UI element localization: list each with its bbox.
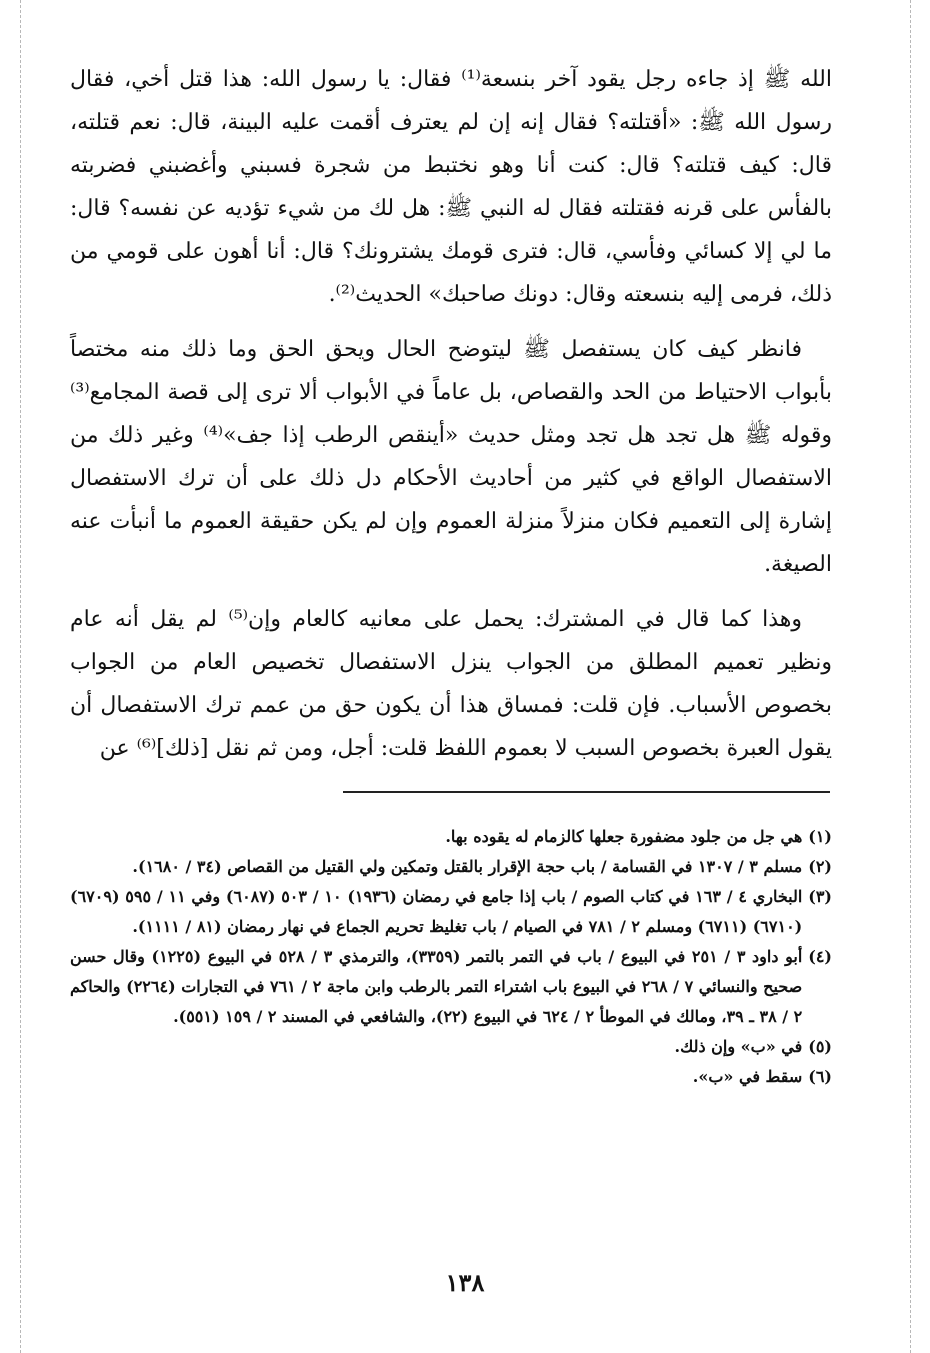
footnote-number: (٤) [808, 947, 832, 966]
footnote-number: (١) [808, 827, 832, 846]
footnote-6 [70, 1062, 832, 1092]
footnote-2 [70, 852, 832, 882]
left-margin-guide [20, 0, 21, 1353]
footnote-3 [70, 882, 832, 942]
footnote-4 [70, 942, 832, 1032]
footnote-text: في «ب» وإن ذلك. [674, 1037, 803, 1056]
footnote-text: أبو داود ٣ / ٢٥١ في البيوع / باب في التمر بالتمر (٣٣٥٩)، والترمذي ٣ / ٥٢٨ في البيوع (١٢٢٥) وقال حسن صحيح والنسائي ٧ / ٢٦٨ في البيوع باب اشتراء التمر بالرطب وابن ماجة ٢ / ٧٦١ في التجارات (٢٢٦٤) والحاكم ٢ / ٣٨ ـ ٣٩، ومالك في الموطأ ٢ / ٦٢٤ في البيوع (٢٢)، والشافعي في المسند ٢ / ١٥٩ (٥٥١). [70, 947, 803, 1026]
footnote-1 [70, 822, 832, 852]
footnote-5 [70, 1032, 832, 1062]
paragraph-1: الله ﷺ إذ جاءه رجل يقود آخر بنسعة⁽¹⁾ فقال: يا رسول الله: هذا قتل أخي، فقال رسول الله ﷺ: «أقتلته؟ فقال إنه إن لم يعترف أقمت عليه البينة، قال: نعم قتلته، قال: كيف قتلته؟ قال: كنت أنا وهو نختبط من شجرة فسبني وأغضبني فضربته بالفأس على قرنه فقتلته فقال له النبي ﷺ: هل لك من شيء تؤديه عن نفسه؟ قال: ما لي إلا كسائي وفأسي، قال: فترى قومك يشترونك؟ قال: أنا أهون على قومي من ذلك، فرمى إليه بنسعته وقال: دونك صاحبك» الحديث⁽²⁾. [70, 67, 832, 307]
footnote-number: (٥) [808, 1037, 832, 1056]
footnote-number: (٦) [808, 1067, 832, 1086]
footnote-text: هي جل من جلود مضفورة جعلها كالزمام له يقوده بها. [445, 827, 803, 846]
footnote-text: مسلم ٣ / ١٣٠٧ في القسامة / باب حجة الإقرار بالقتل وتمكين ولي القتيل من القصاص (٣٤ / ١٦٨٠). [132, 857, 803, 876]
footnote-number: (٢) [808, 857, 832, 876]
footnote-separator [343, 791, 830, 793]
footnote-number: (٣) [808, 887, 832, 906]
paragraph-2: فانظر كيف كان يستفصل ﷺ ليتوضح الحال ويحق الحق وما ذلك منه مختصاً بأبواب الاحتياط من الحد والقصاص، بل عاماً في الأبواب ألا ترى إلى قصة المجامع⁽³⁾ وقوله ﷺ هل تجد هل تجد ومثل حديث «أينقص الرطب إذا جف»⁽⁴⁾ وغير ذلك من الاستفصال الواقع في كثير من أحاديث الأحكام دل ذلك على أن ترك الاستفصال إشارة إلى التعميم فكان منزلاً منزلة العموم وإن لم يكن حقيقة العموم ما أنبأت عنه الصيغة. [70, 337, 832, 577]
main-text [70, 58, 832, 782]
right-margin-guide [910, 0, 911, 1353]
page-number: ١٣٨ [445, 1268, 485, 1297]
footnote-text: سقط في «ب». [692, 1067, 803, 1086]
footnote-text: البخاري ٤ / ١٦٣ في كتاب الصوم / باب إذا جامع في رمضان (١٩٣٦) ١٠ / ٥٠٣ (٦٠٨٧) وفي ١١ / ٥٩٥ (٦٧٠٩) (٦٧١٠) (٦٧١١) ومسلم ٢ / ٧٨١ في الصيام / باب تغليظ تحريم الجماع في نهار رمضان (٨١ / ١١١١). [70, 887, 803, 936]
paragraph-3: وهذا كما قال في المشترك: يحمل على معانيه كالعام وإن⁽⁵⁾ لم يقل أنه عام ونظير تعميم المطلق من الجواب ينزل الاستفصال تخصيص العام من الجواب بخصوص الأسباب. فإن قلت: فمساق هذا أن يكون حق من عمم ترك الاستفصال أن يقول العبرة بخصوص السبب لا بعموم اللفظ قلت: أجل، ومن ثم نقل [ذلك]⁽⁶⁾ عن [70, 607, 832, 761]
footnotes [70, 822, 832, 1092]
